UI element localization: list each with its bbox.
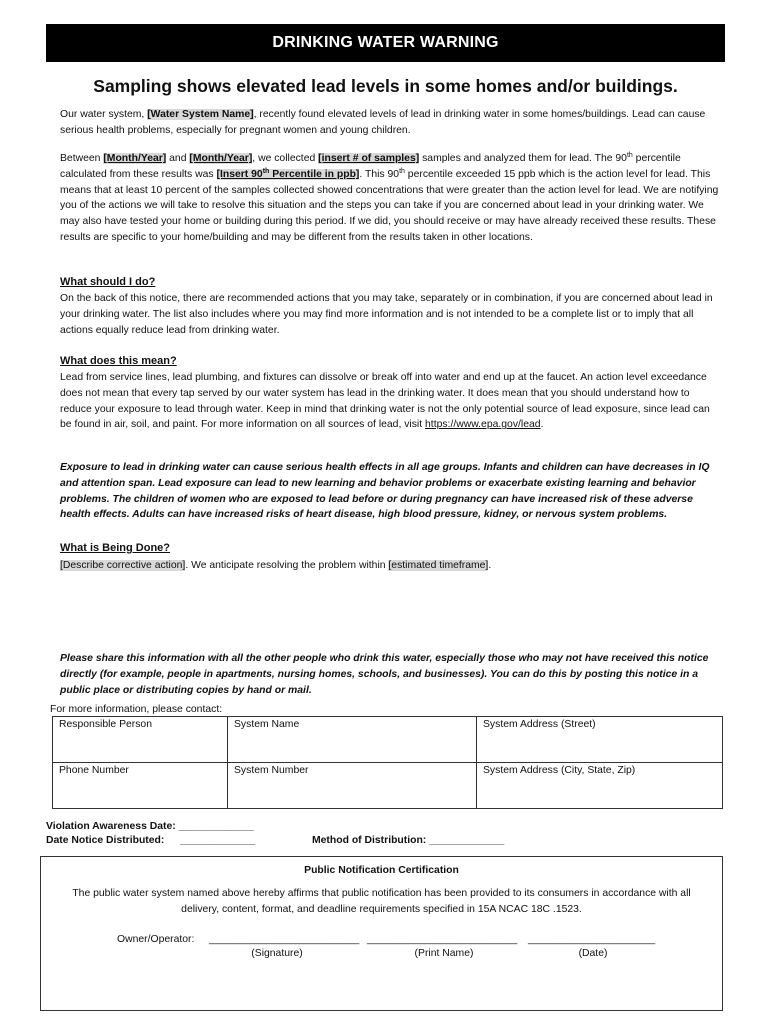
heading-what-should-i-do: What should I do?	[60, 276, 156, 288]
what-should-paragraph: On the back of this notice, there are recommended actions that you may take, separately or in combination, if you are concerned about lead in your drinking water. The list also includes where you may find more information and is not intended to be a complete list or to imply that all actions equally reduce lead from drinking water.	[60, 293, 713, 336]
warning-banner: DRINKING WATER WARNING	[46, 24, 725, 62]
certification-box	[40, 856, 723, 1011]
owner-operator-label: Owner/Operator:	[117, 934, 195, 945]
placeholder-sample-count: [insert # of samples]	[318, 153, 420, 164]
contact-table	[52, 716, 723, 809]
system-number-cell: System Number	[228, 763, 477, 809]
what-means-paragraph: Lead from service lines, lead plumbing, and fixtures can dissolve or break off into water and end up at the faucet. An action level exceedance does not mean that every tap served by our water system has lead in the drinking water. It does mean that you should understand how to reduce your exposure to lead through water. Keep in mind that drinking water is not the only potential source of lead exposure, since lead can be found in air, soil, and paint. For more information on all sources of lead, visit https://www.epa.gov/lead.	[60, 372, 710, 431]
health-effects-paragraph: Exposure to lead in drinking water can cause serious health effects in all age groups. Infants and children can have decreases in IQ and attention span. Lead exposure can lead to new learning and behavior problems or exacerbate existing learning and behavior problems. The children of women who are exposed to lead before or during pregnancy can have increased risk of these adverse health effects. Adults can have increased risks of heart disease, high blood pressure, kidney, or nervous system problems.	[60, 462, 710, 521]
intro-paragraph: Our water system, [Water System Name], recently found elevated levels of lead in drinking water in some homes/buildings. Lead can cause serious health problems, especially for pregnant women and young children.	[60, 109, 706, 136]
headline: Sampling shows elevated lead levels in some homes and/or buildings.	[93, 76, 678, 96]
placeholder-corrective-action: [Describe corrective action]	[60, 560, 186, 571]
placeholder-end-month: [Month/Year]	[189, 153, 253, 164]
date-caption: (Date)	[578, 948, 608, 959]
date-notice-distributed-blank: _____________	[180, 835, 256, 846]
print-name-caption: (Print Name)	[414, 948, 474, 959]
contact-label: For more information, please contact:	[50, 704, 223, 715]
method-of-distribution: Method of Distribution: _____________	[312, 835, 505, 846]
print-name-line: __________________________	[367, 934, 518, 945]
system-address-city-cell: System Address (City, State, Zip)	[477, 763, 723, 809]
placeholder-start-month: [Month/Year]	[103, 153, 167, 164]
table-row	[53, 717, 723, 763]
responsible-person-cell: Responsible Person	[53, 717, 228, 763]
being-done-paragraph: [Describe corrective action]. We anticipate resolving the problem within [estimated timeframe].	[60, 560, 492, 571]
heading-what-does-this-mean: What does this mean?	[60, 355, 177, 367]
date-line: ______________________	[528, 934, 656, 945]
date-notice-distributed-label: Date Notice Distributed:	[46, 835, 165, 846]
placeholder-90th-percentile: [Insert 90th Percentile in ppb]	[216, 167, 360, 180]
system-address-street-cell: System Address (Street)	[477, 717, 723, 763]
placeholder-water-system-name: [Water System Name]	[147, 109, 254, 120]
certification-body: The public water system named above hereby affirms that public notification has been provided to its consumers in accordance with all delivery, content, format, and deadline requirements specified in 15A NCAC 18C .1523.	[72, 888, 691, 915]
sampling-paragraph: Between [Month/Year] and [Month/Year], we collected [insert # of samples] samples and analyzed them for lead. The 90th percentile calculated from these results was [Insert 90th Percentile in ppb]. This 90th percentile exceeded 15 ppb which is the action level for lead. This means that at least 10 percent of the samples collected showed concentrations that were greater than the action level for lead. We are notifying you of the actions we will take to resolve this situation and the steps you can take if you are concerned about lead in your drinking water. We may also have tested your home or building during this period. If we did, you should receive or may have already received these results. These results are specific to your home/building and may be different from the results taken in other locations.	[60, 152, 719, 243]
system-name-cell: System Name	[228, 717, 477, 763]
epa-lead-link[interactable]: https://www.epa.gov/lead	[425, 419, 541, 431]
heading-what-is-being-done: What is Being Done?	[60, 542, 170, 554]
placeholder-timeframe: [estimated timeframe]	[388, 560, 489, 571]
table-row	[53, 763, 723, 809]
signature-line: __________________________	[209, 934, 360, 945]
violation-awareness-date: Violation Awareness Date: _____________	[46, 821, 254, 832]
share-paragraph: Please share this information with all the other people who drink this water, especially those who may not have received this notice directly (for example, people in apartments, nursing homes, schools, and businesses). You can do this by posting this notice in a public place or distributing copies by hand or mail.	[60, 653, 709, 696]
certification-title: Public Notification Certification	[304, 865, 459, 876]
phone-number-cell: Phone Number	[53, 763, 228, 809]
signature-caption: (Signature)	[251, 948, 303, 959]
